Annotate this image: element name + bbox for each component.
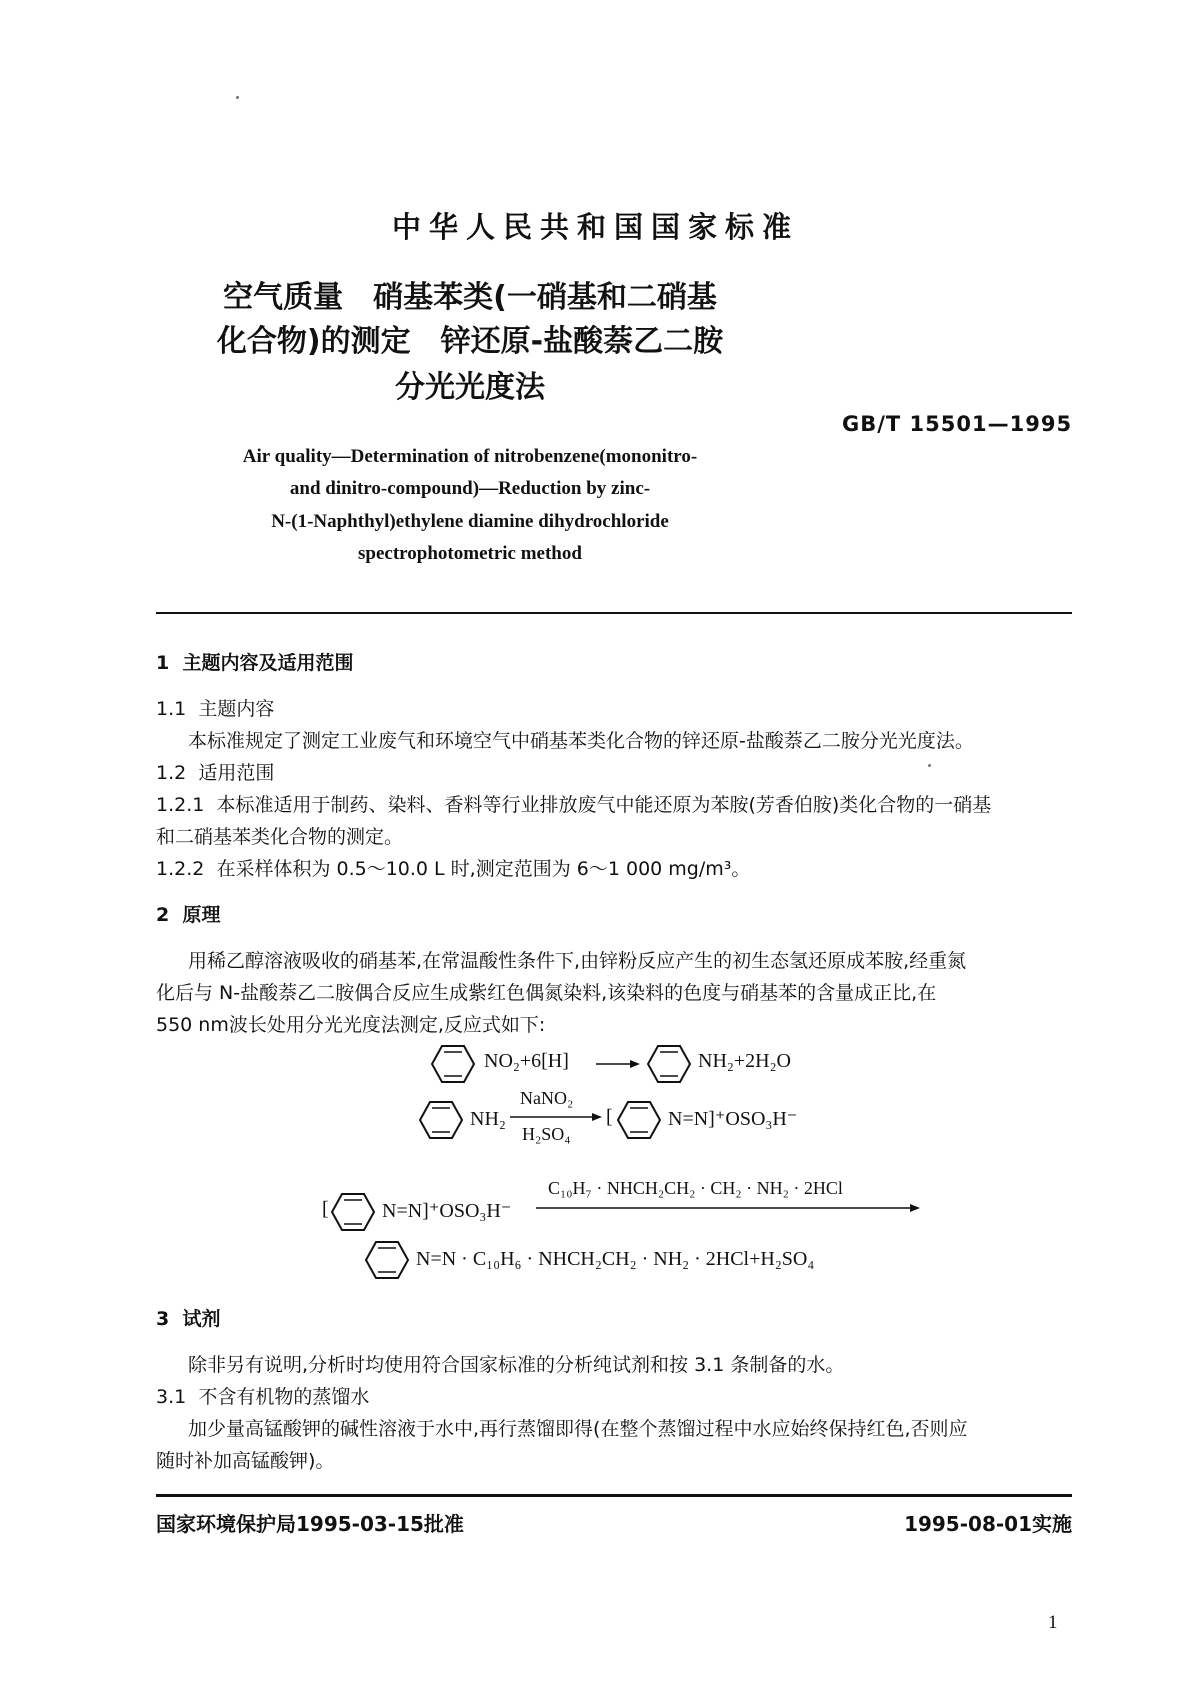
standard-number: GB/T 15501—1995 (842, 412, 1073, 436)
title-cn-line1: 空气质量 硝基苯类(一硝基和二硝基 (223, 280, 717, 315)
section-1-2-1-line2: 和二硝基苯类化合物的测定。 (156, 826, 404, 848)
benzene-ring-icon (646, 1044, 692, 1084)
section-number: 3.1 (156, 1386, 187, 1408)
benzene-ring-icon (364, 1240, 410, 1280)
section-number: 2 (156, 904, 170, 926)
scan-speck (928, 764, 931, 767)
eq2-bracket: [ (606, 1106, 613, 1128)
reaction-arrow-icon (536, 1203, 920, 1213)
reaction-arrow-icon (510, 1112, 602, 1122)
section-title: 适用范围 (198, 762, 275, 784)
title-en-line4: spectrophotometric method (358, 543, 582, 564)
section-1-1-text: 本标准规定了测定工业废气和环境空气中硝基苯类化合物的锌还原-盐酸萘乙二胺分光光度法。 (188, 730, 974, 752)
title-divider (156, 612, 1072, 614)
section-3-heading (156, 1304, 220, 1331)
benzene-ring-icon (330, 1192, 376, 1232)
benzene-ring-icon (430, 1044, 476, 1084)
benzene-ring-icon (418, 1100, 464, 1140)
reaction-arrow-icon (596, 1059, 640, 1069)
approval-date: 国家环境保护局1995-03-15批准 (156, 1512, 464, 1536)
section-number: 1.2.2 (156, 858, 205, 880)
eq4-product: N=N · C₁₀H₆ · NHCH₂CH₂ · NH₂ · 2HCl+H₂SO₄ (416, 1248, 815, 1270)
section-3-1-text-line2: 随时补加高锰酸钾)。 (156, 1450, 335, 1472)
eq1-reactant: NO₂+6[H] (484, 1050, 569, 1072)
section-2-text-line3: 550 nm波长处用分光光度法测定,反应式如下: (156, 1014, 546, 1036)
scan-speck (236, 96, 239, 99)
section-2-text-line2: 化后与 N-盐酸萘乙二胺偶合反应生成紫红色偶氮染料,该染料的色度与硝基苯的含量成正比,在 (156, 982, 937, 1004)
title-cn-line3: 分光光度法 (395, 370, 545, 405)
benzene-ring-icon (616, 1100, 662, 1140)
section-title: 主题内容及适用范围 (182, 652, 354, 674)
section-number: 3 (156, 1308, 170, 1330)
section-3-text: 除非另有说明,分析时均使用符合国家标准的分析纯试剂和按 3.1 条制备的水。 (188, 1354, 845, 1376)
title-en-line2: and dinitro-compound)—Reduction by zinc- (289, 478, 651, 499)
section-1-2-1-line1 (156, 790, 991, 817)
eq3-reactant: N=N]⁺OSO₃H⁻ (382, 1200, 512, 1222)
section-1-2-heading (156, 758, 274, 785)
section-1-1-heading (156, 694, 274, 721)
section-title: 试剂 (182, 1308, 221, 1330)
section-3-1-heading (156, 1382, 369, 1409)
section-1-heading (156, 648, 353, 675)
title-en-line1: Air quality—Determination of nitrobenzene(mononitro- (242, 446, 698, 467)
eq3-reagent-above: C₁₀H₇ · NHCH₂CH₂ · CH₂ · NH₂ · 2HCl (548, 1178, 843, 1198)
eq2-reagent-above: NaNO₂ (520, 1088, 574, 1108)
section-number: 1.2 (156, 762, 187, 784)
section-text: 在采样体积为 0.5～10.0 L 时,测定范围为 6～1 000 mg/m³。 (216, 858, 751, 880)
section-title: 不含有机物的蒸馏水 (198, 1386, 370, 1408)
section-number: 1.2.1 (156, 794, 205, 816)
eq2-reagent-below: H₂SO₄ (522, 1124, 571, 1144)
section-title: 主题内容 (198, 698, 275, 720)
eq3-bracket: [ (322, 1198, 329, 1220)
eq2-reactant: NH₂ (470, 1108, 506, 1130)
section-text: 本标准适用于制药、染料、香料等行业排放废气中能还原为苯胺(芳香伯胺)类化合物的一硝基 (216, 794, 992, 816)
section-2-text-line1: 用稀乙醇溶液吸收的硝基苯,在常温酸性条件下,由锌粉反应产生的初生态氢还原成苯胺,经重氮 (188, 950, 967, 972)
section-number: 1.1 (156, 698, 187, 720)
section-2-heading (156, 900, 220, 927)
effective-date: 1995-08-01实施 (904, 1512, 1072, 1536)
title-en-line3: N-(1-Naphthyl)ethylene diamine dihydrochloride (271, 511, 669, 532)
page-number: 1 (1048, 1612, 1058, 1633)
section-1-2-2 (156, 854, 750, 881)
title-cn-line2: 化合物)的测定 锌还原-盐酸萘乙二胺 (216, 324, 724, 359)
section-3-1-text-line1: 加少量高锰酸钾的碱性溶液于水中,再行蒸馏即得(在整个蒸馏过程中水应始终保持红色,否则应 (188, 1418, 968, 1440)
section-title: 原理 (182, 904, 221, 926)
eq1-product: NH₂+2H₂O (698, 1050, 791, 1072)
national-standard-header: 中华人民共和国国家标准 (391, 210, 799, 244)
eq2-product: N=N]⁺OSO₃H⁻ (668, 1108, 798, 1130)
section-number: 1 (156, 652, 170, 674)
footer-divider (156, 1494, 1072, 1497)
